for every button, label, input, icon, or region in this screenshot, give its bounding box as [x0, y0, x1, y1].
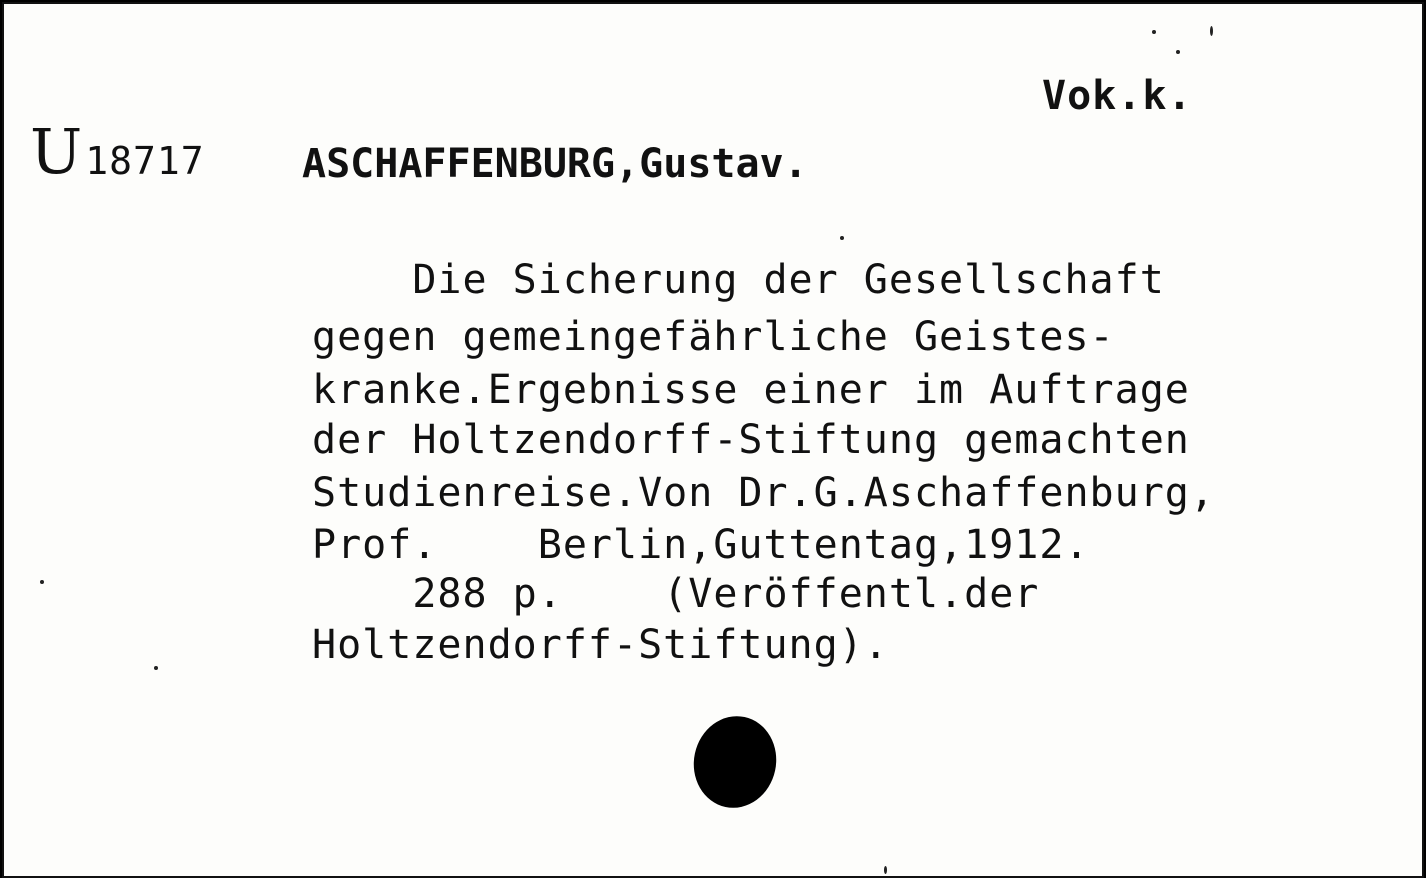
ink-speck [884, 866, 887, 874]
ink-speck [40, 580, 44, 584]
ink-speck [1152, 30, 1156, 34]
ink-speck [1176, 50, 1180, 54]
description-line-6: Prof. Berlin,Guttentag,1912. [312, 522, 1090, 568]
description-line-4: der Holtzendorff-Stiftung gemachten [312, 417, 1190, 463]
call-number-prefix: U [30, 115, 84, 188]
author-heading: ASCHAFFENBURG,Gustav. [302, 141, 808, 187]
description-line-1: Die Sicherung der Gesellschaft [312, 257, 1165, 303]
description-line-7: 288 p. (Veröffentl.der [312, 571, 1040, 617]
description-line-8: Holtzendorff-Stiftung). [312, 622, 889, 668]
punch-hole [685, 708, 784, 815]
description-line-3: kranke.Ergebnisse einer im Auftrage [312, 367, 1190, 413]
shelf-mark: Vok.k. [1042, 73, 1193, 119]
ink-speck [154, 666, 158, 670]
description-line-5: Studienreise.Von Dr.G.Aschaffenburg, [312, 470, 1215, 516]
ink-speck [1210, 26, 1213, 36]
call-number [30, 115, 205, 188]
ink-speck [840, 236, 844, 240]
call-number-digits: 18717 [85, 138, 205, 183]
catalog-card [2, 2, 1424, 878]
description-line-2: gegen gemeingefährliche Geistes- [312, 314, 1115, 360]
